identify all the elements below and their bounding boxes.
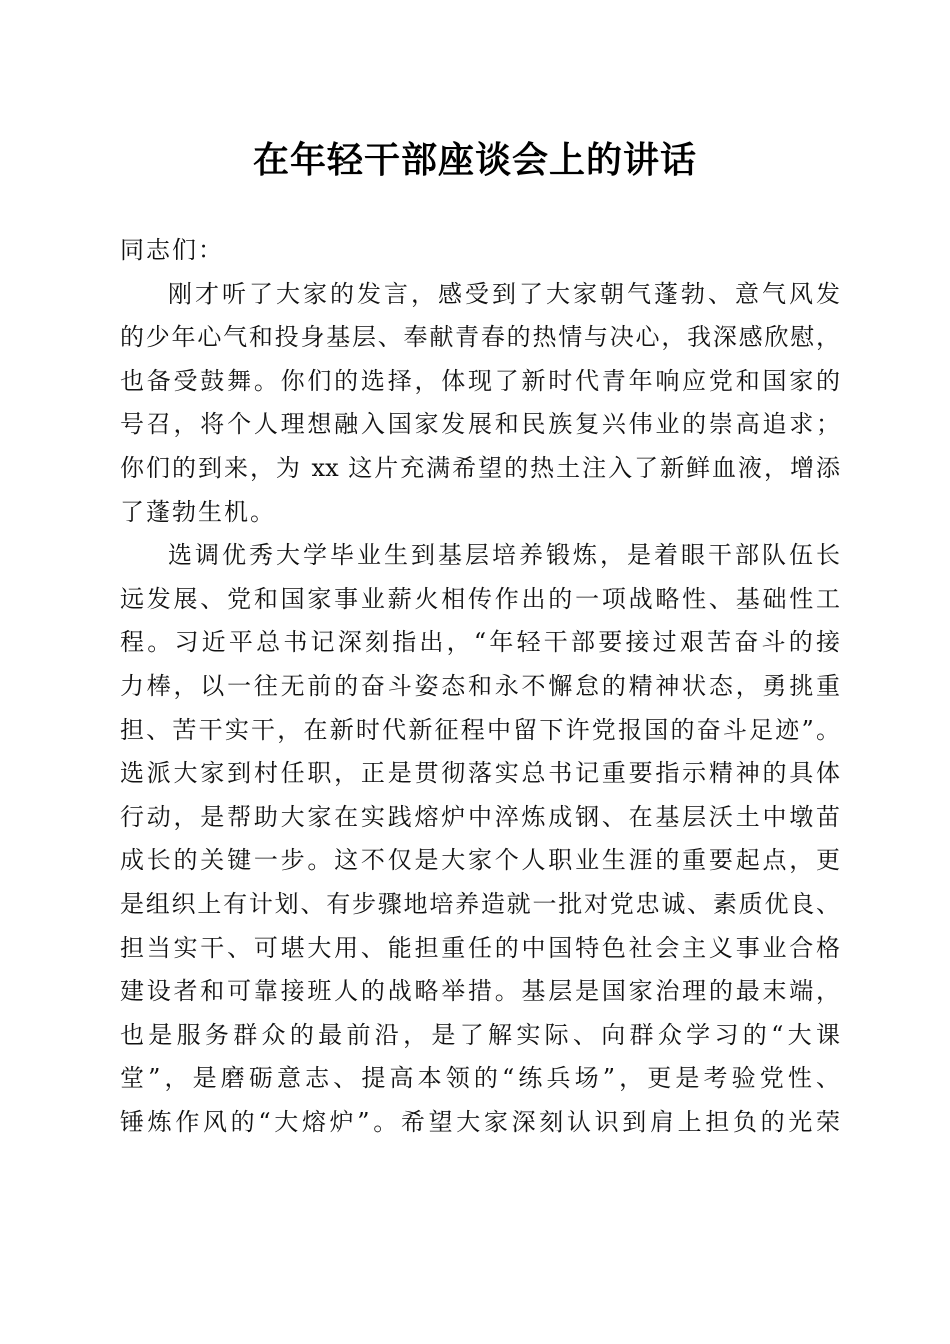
document-body	[120, 229, 840, 1144]
paragraph-line: 锤炼作风的“大熔炉”。希望大家深刻认识到肩上担负的光荣	[120, 1107, 840, 1136]
paragraph-line: 了蓬勃生机。	[120, 497, 276, 526]
paragraph-line: 建设者和可靠接班人的战略举措。基层是国家治理的最末端，	[120, 977, 840, 1006]
paragraph-line: 堂”，是磨砺意志、提高本领的“练兵场”，更是考验党性、	[120, 1064, 840, 1093]
salutation: 同志们：	[120, 236, 224, 264]
paragraph-line: 担当实干、可堪大用、能担重任的中国特色社会主义事业合格	[120, 933, 840, 962]
page-title: 在年轻干部座谈会上的讲话	[252, 139, 697, 181]
paragraph-1	[120, 273, 840, 535]
paragraph-2	[120, 534, 840, 1144]
paragraph-line: 也备受鼓舞。你们的选择，体现了新时代青年响应党和国家的	[120, 366, 840, 395]
paragraph-line: 号召，将个人理想融入国家发展和民族复兴伟业的崇高追求；	[120, 410, 840, 439]
paragraph-line: 程。习近平总书记深刻指出，“年轻干部要接过艰苦奋斗的接	[120, 628, 840, 657]
paragraph-line: 选派大家到村任职，正是贯彻落实总书记重要指示精神的具体	[120, 759, 840, 788]
paragraph-line: 刚才听了大家的发言，感受到了大家朝气蓬勃、意气风发	[168, 279, 840, 308]
paragraph-line: 是组织上有计划、有步骤地培养造就一批对党忠诚、素质优良、	[120, 889, 840, 918]
paragraph-line: 的少年心气和投身基层、奉献青春的热情与决心，我深感欣慰，	[120, 323, 840, 352]
paragraph-line: 也是服务群众的最前沿，是了解实际、向群众学习的“大课	[120, 1020, 840, 1049]
paragraph-line: 远发展、党和国家事业薪火相传作出的一项战略性、基础性工	[120, 584, 840, 613]
paragraph-line: 选调优秀大学毕业生到基层培养锻炼，是着眼干部队伍长	[168, 541, 840, 570]
paragraph-line: 担、苦干实干，在新时代新征程中留下许党报国的奋斗足迹”。	[120, 715, 840, 744]
paragraph-line: 力棒，以一往无前的奋斗姿态和永不懈怠的精神状态，勇挑重	[120, 671, 840, 700]
paragraph-line: 你们的到来，为 xx 这片充满希望的热土注入了新鲜血液，增添	[120, 453, 840, 482]
paragraph-line: 成长的关键一步。这不仅是大家个人职业生涯的重要起点，更	[120, 846, 840, 875]
paragraph-line: 行动，是帮助大家在实践熔炉中淬炼成钢、在基层沃土中墩苗	[120, 802, 840, 831]
